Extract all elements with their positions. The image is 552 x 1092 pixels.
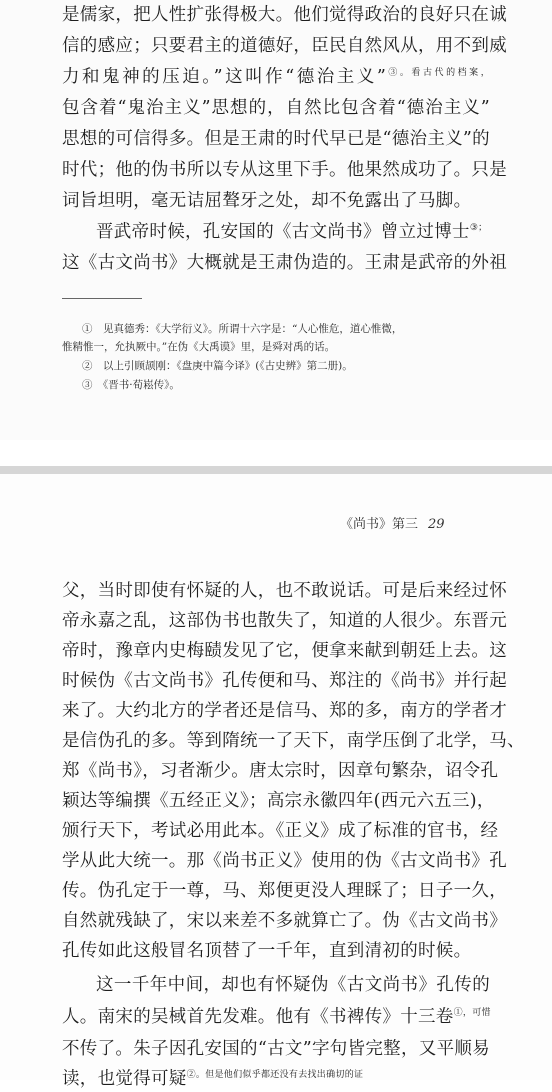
footnote-ref: ①，可惜: [453, 1008, 491, 1019]
text-line: 父，当时即使有怀疑的人，也不敢说话。可是后来经过怀: [62, 581, 507, 601]
running-head: [340, 515, 496, 535]
text-line: 颁行天下，考试必用此本。《正义》成了标准的官书，经: [62, 821, 499, 841]
footnote-ref: ②。但是他们似乎都还没有去找出确切的证: [186, 1070, 364, 1081]
text-line: 传。伪孔定于一尊，马、郑便更没人理睬了；日子一久，: [62, 881, 507, 901]
footnote: ③ 《晋书·荀崧传》。: [82, 379, 180, 391]
text-line: 学从此大统一。那《尚书正义》使用的伪《古文尚书》孔: [62, 851, 507, 871]
top-page: [0, 0, 552, 440]
running-head-title: 《尚书》第三: [340, 517, 419, 532]
text-line: 不传了。朱子因孔安国的“古文”字句皆完整，又平顺易: [62, 1039, 490, 1059]
text-line: 郑《尚书》，习者渐少。唐太宗时，因章句繁杂，诏令孔: [62, 761, 499, 781]
text-line: 时代；他的伪书所以专从这里下手。他果然成功了。只是: [62, 160, 507, 180]
text-line: 信的感应；只要君主的道德好，臣民自然风从，用不到威: [62, 36, 507, 56]
text-line: 是信伪孔的多。等到隋统一了天下，南学压倒了北学，马、: [62, 731, 525, 751]
footnote-ref: ③；: [469, 223, 488, 234]
text-line: 这一千年中间，却也有怀疑伪《古文尚书》孔传的: [96, 975, 490, 995]
text-line: 帝永嘉之乱，这部伪书也散失了，知道的人很少。东晋元: [62, 611, 507, 631]
text-line: [62, 1066, 490, 1092]
text-line: [62, 1004, 490, 1030]
text-line: [96, 219, 490, 245]
text-line: 时候伪《古文尚书》孔传便和马、郑注的《尚书》并行起: [62, 671, 507, 691]
text-line: 是儒家，把人性扩张得极大。他们觉得政治的良好只在诚: [62, 5, 507, 25]
footnote-ref: ③。看古代的档案，: [386, 68, 490, 79]
text-line: 帝时，豫章内史梅赜发见了它，便拿来献到朝廷上去。这: [62, 641, 507, 661]
footnote: ② 以上引顾颉刚：《盘庚中篇今译》(《古史辨》第二册)。: [82, 360, 353, 372]
text-segment: 力和鬼神的压迫。”这叫作“德治主义”: [62, 67, 387, 87]
text-segment: 读，也觉得可疑: [62, 1069, 187, 1089]
footnote: ① 见真德秀：《大学衍义》。所谓十六字是：“人心惟危，道心惟微，: [82, 323, 403, 335]
text-line: 思想的可信得多。但是王肃的时代早已是“德治主义”的: [62, 129, 490, 149]
text-line: 自然就残缺了，宋以来差不多就算亡了。伪《古文尚书》: [62, 911, 507, 931]
text-line: 孔传如此这般冒名顶替了一千年，直到清初的时候。: [62, 941, 472, 961]
text-line: 包含着“鬼治主义”思想的，自然比包含着“德治主义”: [62, 98, 490, 118]
page-number: 29: [428, 517, 445, 532]
text-line: 来了。大约北方的学者还是信马、郑的多，南方的学者才: [62, 701, 507, 721]
text-line: 词旨坦明，毫无诘屈聱牙之处，却不免露出了马脚。: [62, 191, 472, 211]
text-line: 这《古文尚书》大概就是王肃伪造的。王肃是武帝的外祖: [62, 253, 507, 273]
text-line: 颖达等编撰《五经正义》；高宗永徽四年(西元六五三)，: [62, 791, 495, 811]
footnote: 惟精惟一，允执厥中。”在伪《大禹谟》里，是舜对禹的话。: [62, 341, 336, 353]
text-line: [62, 64, 490, 90]
text-segment: 晋武帝时候，孔安国的《古文尚书》曾立过博士: [96, 222, 470, 242]
page-divider: [0, 440, 552, 474]
text-segment: 人。南宋的吴棫首先发难。他有《书裨传》十三卷: [62, 1007, 454, 1027]
footnote-rule: [62, 298, 142, 299]
